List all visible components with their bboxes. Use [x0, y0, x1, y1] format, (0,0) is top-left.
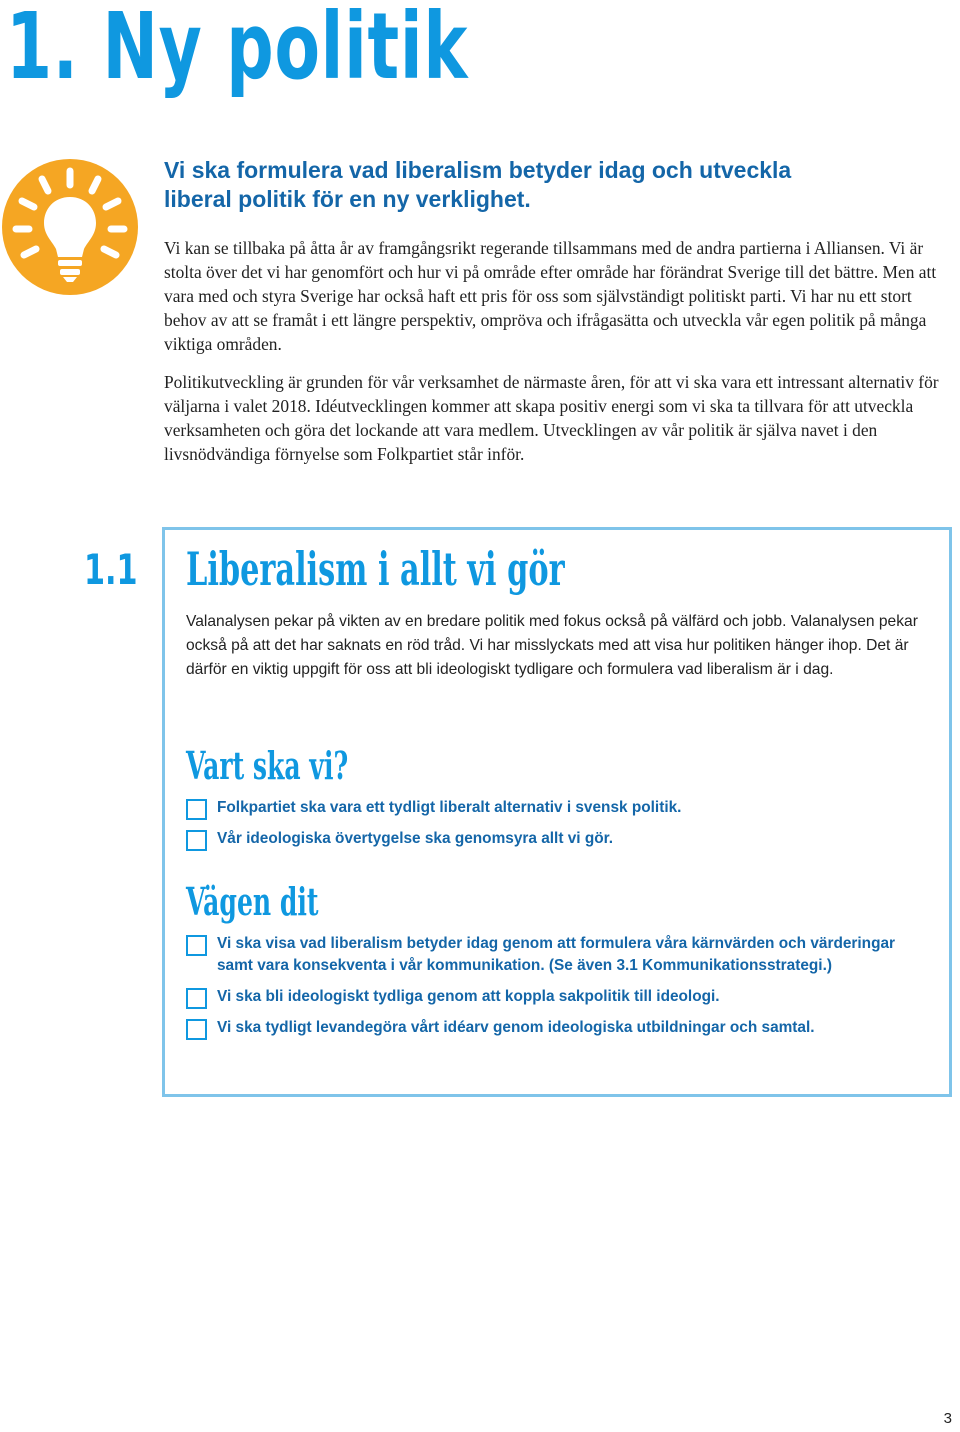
path-text: Vi ska visa vad liberalism betyder idag genom att formulera våra kärnvärden och värderingar samt vara konsekventa i vår kommunikation. (Se även 3.1 Kommunikationsstrategi.) — [217, 935, 896, 974]
chapter-title: 1. Ny politik — [6, 0, 469, 100]
checkbox-icon[interactable] — [186, 988, 207, 1009]
goals-title: Vart ska vi? — [186, 743, 349, 788]
intro-paragraph: Vi kan se tillbaka på åtta år av framgångsrikt regerande tillsammans med de andra partierna i Alliansen. Vi är stolta över det vi har genomfört och hur vi på område efter område har förändrat Sverige till det bättre. Men att vara med och styra Sverige har också haft ett pris för oss som självständigt politiskt parti. Vi har nu ett stort behov av att se framåt i ett längre perspektiv, ompröva och ifrågasätta och utveckla vår egen politik på många viktiga områden. — [164, 238, 937, 354]
lightbulb-icon — [0, 157, 140, 297]
path-item — [186, 986, 906, 1008]
intro-paragraph: Politikutveckling är grunden för vår verksamhet de närmaste åren, för att vi ska vara ett intressant alternativ för väljarna i valet 2018. Idéutvecklingen kommer att skapa positiv energi som vi ska ta tillvara för att utveckla verksamheten och göra det lockande att vara medlem. Utvecklingen av vår politik är själva navet i den livsnödvändiga förnyelse som Folkpartiet står inför. — [164, 372, 939, 464]
section-number: 1.1 — [84, 545, 138, 594]
goal-item — [186, 797, 906, 819]
checkbox-icon[interactable] — [186, 830, 207, 851]
lead-heading: Vi ska formulera vad liberalism betyder idag och utveckla liberal politik för en ny verklighet. — [164, 157, 792, 212]
goal-item — [186, 828, 906, 850]
intro-text — [164, 236, 954, 480]
goal-text: Folkpartiet ska vara ett tydligt liberalt alternativ i svensk politik. — [217, 799, 682, 816]
path-text: Vi ska tydligt levandegöra vårt idéarv genom ideologiska utbildningar och samtal. — [217, 1019, 815, 1036]
goal-text: Vår ideologiska övertygelse ska genomsyra allt vi gör. — [217, 830, 614, 847]
page-number: 3 — [943, 1410, 952, 1427]
section-title: Liberalism i allt vi gör — [186, 542, 565, 596]
section-body: Valanalysen pekar på vikten av en bredare politik med fokus också på välfärd och jobb. Valanalysen pekar också på att det har saknats en röd tråd. Vi har misslyckats med att visa hur politiken hänger ihop. Det är därför en viktig uppgift för oss att bli ideologiskt tydligare och formulera vad liberalism är i dag. — [186, 613, 918, 678]
checkbox-icon[interactable] — [186, 799, 207, 820]
path-title: Vägen dit — [186, 879, 319, 924]
checkbox-icon[interactable] — [186, 1019, 207, 1040]
path-list — [186, 933, 906, 1048]
path-item — [186, 1017, 906, 1039]
checkbox-icon[interactable] — [186, 935, 207, 956]
path-text: Vi ska bli ideologiskt tydliga genom att koppla sakpolitik till ideologi. — [217, 988, 720, 1005]
goals-list — [186, 797, 906, 859]
path-item — [186, 933, 906, 977]
